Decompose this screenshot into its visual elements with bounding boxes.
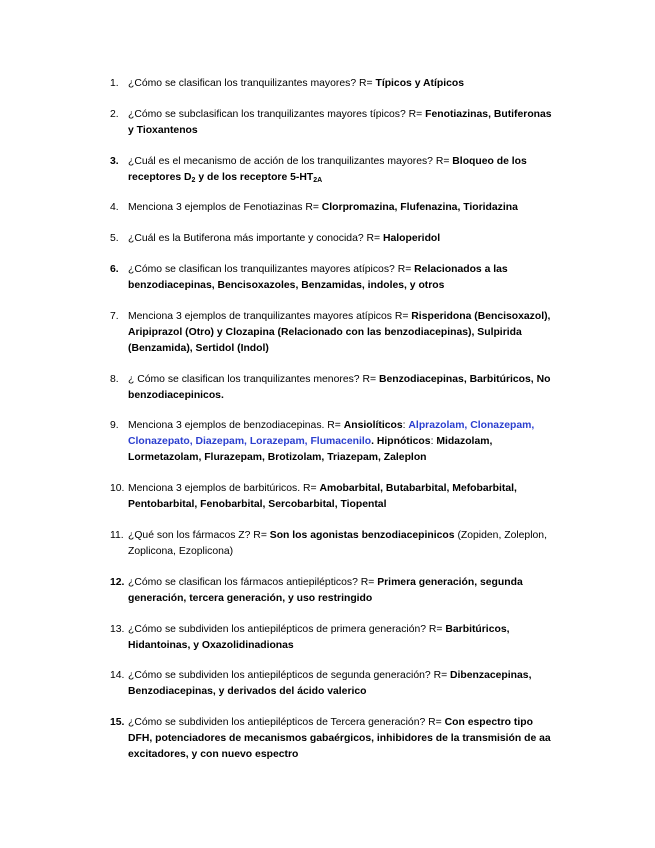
list-item	[110, 481, 560, 513]
list-item	[110, 575, 560, 607]
item-number: 9.	[110, 420, 119, 432]
list-item	[110, 200, 560, 216]
question-text: ¿Cómo se clasifican los tranquilizantes mayores atípicos? R=	[128, 263, 415, 275]
item-number: 10.	[110, 483, 125, 495]
question-text: Menciona 3 ejemplos de benzodiacepinas. R=	[128, 420, 344, 432]
answer-text: Con espectro tipo DFH, potenciadores de mecanismos gabaérgicos, inhibidores de la transmisión de aa excitadores, y con nuevo espectro	[128, 717, 551, 761]
question-text: ¿Cuál es la Butiferona más importante y conocida? R=	[128, 233, 383, 245]
question-text: ¿ Cómo se clasifican los tranquilizantes menores? R=	[128, 373, 379, 385]
item-number: 6.	[110, 263, 119, 275]
item-number: 3.	[110, 155, 119, 167]
list-item	[110, 262, 560, 294]
item-number: 2.	[110, 108, 119, 120]
question-text: ¿Cuál es el mecanismo de acción de los tranquilizantes mayores? R=	[128, 155, 453, 167]
item-number: 8.	[110, 373, 119, 385]
answer-text: Primera generación, segunda generación, tercera generación, y uso restringido	[128, 576, 523, 604]
list-item	[110, 622, 560, 654]
answer-text: y de los receptore 5-HT	[195, 171, 314, 183]
subscript: 2	[191, 176, 196, 184]
answer-text: Dibenzacepinas, Benzodiacepinas, y derivados del ácido valerico	[128, 670, 532, 698]
answer-text: Risperidona (Bencisoxazol), Aripiprazol (Otro) y Clozapina (Relacionado con las benzodiacepinas), Sulpirida (Benzamida), Sertidol (Indol)	[128, 310, 551, 354]
answer-parenthetical: (Zopiden, Zoleplon, Zoplicona, Ezoplicona)	[128, 529, 547, 557]
question-text: Menciona 3 ejemplos de Fenotiazinas R=	[128, 202, 322, 214]
answer-text: Barbitúricos, Hidantoinas, y Oxazolidinadionas	[128, 623, 510, 651]
list-item	[110, 668, 560, 700]
item-number: 12.	[110, 576, 125, 588]
list-item	[110, 231, 560, 247]
list-item	[110, 372, 560, 404]
question-text: ¿Cómo se subdividen los antiepilépticos de Tercera generación? R=	[128, 717, 445, 729]
item-number: 7.	[110, 310, 119, 322]
list-item	[110, 418, 560, 466]
list-item	[110, 107, 560, 139]
list-item	[110, 309, 560, 357]
list-item	[110, 76, 560, 92]
list-item	[110, 715, 560, 763]
item-number: 15.	[110, 717, 125, 729]
answer-text: Amobarbital, Butabarbital, Mefobarbital, Pentobarbital, Fenobarbital, Sercobarbital, Tiopental	[128, 483, 517, 511]
answer-text: Clorpromazina, Flufenazina, Tioridazina	[321, 202, 518, 214]
answer-text: Haloperidol	[383, 233, 441, 245]
colon: :	[402, 420, 409, 432]
item-number: 4.	[110, 202, 119, 214]
answer-text: Fenotiazinas, Butiferonas y Tioxantenos	[128, 108, 552, 136]
question-text: ¿Cómo se clasifican los fármacos antiepilépticos? R=	[128, 576, 378, 588]
item-number: 1.	[110, 78, 119, 89]
question-text: Menciona 3 ejemplos de barbitúricos. R=	[128, 483, 320, 495]
answer-text: Bloqueo de los receptores D	[128, 155, 527, 183]
item-number: 13.	[110, 623, 125, 635]
list-item	[110, 154, 560, 186]
subscript: 2A	[313, 176, 323, 184]
answer-text: Son los agonistas benzodiacepinicos	[269, 529, 458, 541]
question-text: Menciona 3 ejemplos de tranquilizantes mayores atípicos R=	[128, 310, 412, 322]
item-number: 14.	[110, 670, 125, 682]
answer-text: Típicos y Atípicos	[375, 78, 464, 89]
question-text: ¿Cómo se subdividen los antiepilépticos de segunda generación? R=	[128, 670, 451, 682]
colon: :	[430, 436, 437, 448]
list-item	[110, 528, 560, 560]
answer-highlight: Alprazolam, Clonazepam, Clonazepato, Diazepam, Lorazepam, Flumacenilo	[128, 420, 535, 448]
answer-label: Ansiolíticos	[343, 420, 403, 432]
question-list	[110, 76, 560, 778]
question-text: ¿Cómo se subdividen los antiepilépticos de primera generación? R=	[128, 623, 446, 635]
question-text: ¿Cómo se subclasifican los tranquilizantes mayores típicos? R=	[128, 108, 426, 120]
answer-text: Midazolam, Lormetazolam, Flurazepam, Brotizolam, Triazepam, Zaleplon	[128, 436, 493, 464]
item-number: 11.	[110, 529, 124, 541]
question-text: ¿Qué son los fármacos Z? R=	[128, 529, 270, 541]
answer-text: Benzodiacepinas, Barbitúricos, No benzodiacepinicos.	[128, 373, 551, 401]
answer-label: . Hipnóticos	[371, 436, 431, 448]
answer-text: Relacionados a las benzodiacepinas, Bencisoxazoles, Benzamidas, indoles, y otros	[128, 263, 508, 291]
item-number: 5.	[110, 233, 119, 245]
question-text: ¿Cómo se clasifican los tranquilizantes mayores? R=	[128, 78, 376, 89]
